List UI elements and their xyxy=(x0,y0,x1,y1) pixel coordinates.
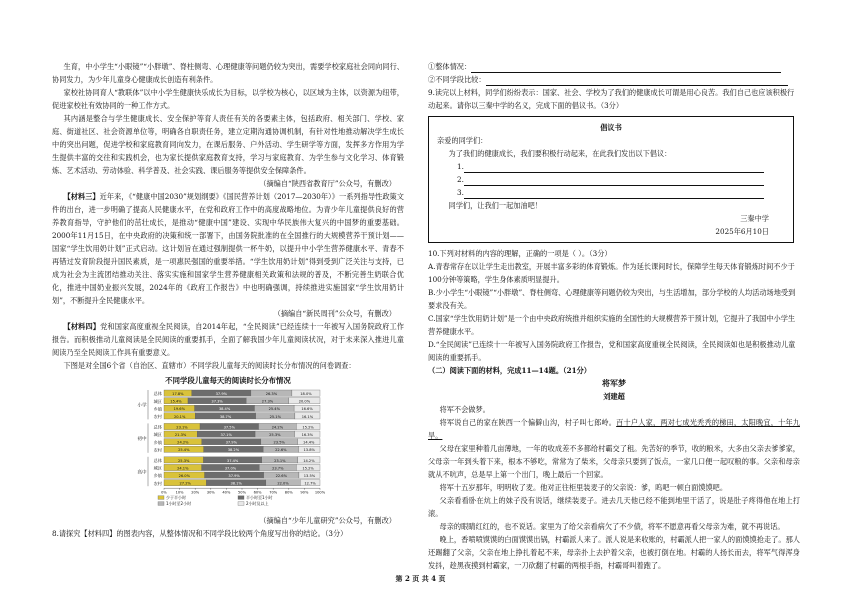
data-label: 37.5% xyxy=(223,425,235,430)
option-d: D.“全民阅读”已连续十一年被写入国务院政府工作报告，党和国家高度重视全民阅读，全民阅读如也是积极推动儿童阅读的重要抓手。 xyxy=(428,340,796,362)
option-a: A.青春常存在以让学生走出教室，开展丰富多彩的体育锻炼。作为延长课间时长，保障学生每天体育锻炼时间不少于100分钟等策略，学生身体素质明显提升。 xyxy=(428,262,795,284)
x-tick-label: 90% xyxy=(300,490,309,495)
row-label: 乡镇 xyxy=(153,473,162,479)
story-paragraph: 将军说自己的家在陕西一个偏僻山沟，村子叫七郎岭。百十户人家，两对七成光秃秃的梯田，太阳晚宜，十年九旱。 xyxy=(428,418,800,440)
group-label: 初中 xyxy=(137,437,147,443)
row-label: 总体 xyxy=(153,391,162,397)
material-four xyxy=(52,320,404,359)
data-label: 22.6% xyxy=(275,448,287,453)
letter-closing: 同学们，让我们一起加油吧！ xyxy=(448,201,542,210)
data-label: 20.0% xyxy=(298,399,311,404)
data-label: 13.8% xyxy=(303,448,315,453)
row-label: 城区 xyxy=(153,432,162,438)
chart-intro: 下图是对全国6个省（自治区、直辖市）不同学段儿童每天的阅读时长分布情况的问卷调查： xyxy=(63,361,356,370)
letter-date: 2025年6月10日 xyxy=(715,227,769,236)
paragraph: 生育，中小学生“小眼镜”“小胖墩”、脊柱侧弯、心理健康等问题仍较为突出，需要学校家庭社会同向同行、协同发力，为少年儿童身心健康成长创造有利条件。 xyxy=(52,62,404,84)
story-title: 将军梦 xyxy=(602,378,626,388)
data-label: 15.4% xyxy=(170,399,182,404)
data-label: 16.6% xyxy=(301,407,313,412)
data-label: 25.4% xyxy=(178,448,190,453)
legend-label: 2小时及以上 xyxy=(246,501,269,507)
data-label: 24.1% xyxy=(177,466,189,471)
page-footer: 第 2 页 共 4 页 xyxy=(395,574,446,583)
data-label: 18.0% xyxy=(300,392,312,396)
proposal-letter-box xyxy=(428,116,794,243)
legend-swatch xyxy=(158,502,164,506)
material-text: 近年来，《“健康中国2030”规划纲要》《国民营养计划（2017—2030年）》一系列指导性政策文件的出台，进一步明确了提高人民健康水平，在党和政府工作中的高度战略地位。为青少年儿童提供良好的营养教育指导，守护他们的茁壮成长，是推动“健康中国”建设、实现中华民族伟大复兴的中国梦的重要基础。2000年11月15日，在中央政府的决策和统一部署下，由国务院批准的在全国推行的大规模营养干预计划——国家“学生饮用奶计划”正式启动。这计划旨在通过强制提供一杯牛奶，以提升中小学生营养健康水平、青春不再错过发育阶段提升国民素质，是一项惠民强国的重要举措。“学生饮用奶计划”得到受到广泛关注与支持，已成为社会为主流团结推动关注、落实实施和国家学生营养健康相关政策和法规的普及，不断完善生奶联合优化，推进中国奶业振兴发展，2024年的《政府工作报告》中也明确强调，持续推进实施国家“学生饮用奶计划”，不断提升全民健康水平。 xyxy=(52,192,404,305)
data-label: 24.2% xyxy=(271,425,284,430)
story-paragraph: 母亲的眼睛红红的，也不说话。家里为了给父亲看病欠了不少债，将军不愿意再看父母亲为难，就不再说话。 xyxy=(439,522,785,531)
question-8: 8.请探究【材料四】的图表内容，从整体情况和不同学段比较两个角度写出你的结论。（3分） xyxy=(52,529,348,538)
data-label: 25.1% xyxy=(269,414,282,419)
row-label: 总体 xyxy=(153,424,162,430)
data-label: 25.3% xyxy=(269,433,281,437)
row-label: 乡镇 xyxy=(153,439,162,445)
data-label: 15.2% xyxy=(302,466,314,471)
row-label: 总体 xyxy=(153,458,162,463)
data-label: 19.6% xyxy=(173,407,185,412)
story-paragraph: 父母在家里种着几亩薄地，一年的收成差不多都给村霸交了租。先苦好的季节，收的粮米，大多由父亲去爹爹家，父母亲一年到头着下来，根本不够吃，常常为了柴米，父母亲只要到了饭点，一家几口便一起叹粮的事。父亲和母亲就从不吭声，总是早上第一个出门，晚上最后一个回家。 xyxy=(428,444,800,479)
data-label: 23.7% xyxy=(272,466,284,471)
group-label: 小学 xyxy=(137,403,147,409)
section-heading: （二）阅读下面的材料，完成11—14题。（21分） xyxy=(428,366,591,375)
reading-time-chart xyxy=(128,388,328,514)
group-label: 高中 xyxy=(137,470,147,476)
data-label: 26.0% xyxy=(178,474,190,478)
data-label: 17.8% xyxy=(172,392,184,396)
data-label: 37.1% xyxy=(220,433,232,437)
answer-line-stage: ②不同学段比较： xyxy=(428,73,800,86)
legend-label: 少于半小时 xyxy=(166,495,186,501)
question-10: 10.下列对材料的内容的理解，正确的一项是（ ）。（3分） xyxy=(428,249,612,258)
data-label: 22.0% xyxy=(277,481,289,486)
row-label: 乡镇 xyxy=(153,406,162,412)
x-tick-label: 20% xyxy=(191,490,200,495)
proposal-line-3: 3. xyxy=(457,186,785,199)
data-label: 37.4% xyxy=(226,458,239,463)
data-label: 16.3% xyxy=(301,433,313,437)
data-label: 37.9% xyxy=(225,440,238,445)
data-label: 37.3% xyxy=(211,399,223,404)
data-label: 12.7% xyxy=(304,481,316,486)
row-label: 城区 xyxy=(153,465,162,471)
data-label: 23.1% xyxy=(274,458,286,463)
data-label: 14.4% xyxy=(303,440,315,445)
letter-title: 倡议书 xyxy=(600,123,622,132)
data-label: 25.3% xyxy=(178,458,190,463)
data-label: 23.5% xyxy=(273,440,285,445)
question-9: 9.读完以上材料，同学们纷纷表示：国家、社会、学校为了我们的健康成长可谓是用心良苦。我们自己也应该积极行动起来。请你以三秦中学的名义，完成下面的倡议书。（3分） xyxy=(428,88,795,110)
chart-title: 不同学段儿童每天的阅读时长分布情况 xyxy=(165,376,291,385)
x-tick-label: 50% xyxy=(238,490,246,495)
legend-swatch xyxy=(158,496,164,500)
data-label: 37.0% xyxy=(224,466,237,471)
data-label: 38.4% xyxy=(218,407,231,412)
row-label: 城区 xyxy=(153,398,162,404)
data-label: 38.1% xyxy=(230,481,242,486)
data-label: 25.4% xyxy=(268,407,281,412)
proposal-line-2: 2. xyxy=(457,173,785,186)
legend-label: 1小时至2小时 xyxy=(166,501,192,507)
material-label: 【材料三】 xyxy=(63,192,100,201)
data-label: 27.3% xyxy=(261,399,274,404)
legend-label: 半小时至1小时 xyxy=(246,495,273,501)
row-label: 农村 xyxy=(153,480,162,486)
data-label: 15.2% xyxy=(302,425,314,430)
story-author: 刘建超 xyxy=(603,392,625,401)
material-label: 【材料四】 xyxy=(63,322,101,331)
source-note: （摘编自“陕西省教育厅”公众号，有删改） xyxy=(259,179,396,188)
row-label: 农村 xyxy=(153,414,162,419)
source-note: （摘编自“新民周刊”公众号，有删改） xyxy=(273,309,396,318)
data-label: 38.7% xyxy=(219,414,232,419)
x-tick-label: 100% xyxy=(314,490,326,495)
data-label: 37.9% xyxy=(228,474,240,478)
data-label: 38.2% xyxy=(227,448,240,453)
x-tick-label: 60% xyxy=(253,490,262,495)
paragraph: 其内涵是整合与学生健康成长、安全保护等育人责任有关的各要素主体，包括政府、相关部门、学校、家庭、街道社区、社会资源单位等，明确各自职责任务，建立定期沟通协调机制，有针对性地推动解决学生成长中的突出问题，促进学校和家庭教育同向发力，在课后服务、户外活动、学生研学等方面，发挥多方作用为学生提供丰富的交往和实践机会，也为家长提供家庭教育支持，学习与家庭教育、为学生参与文化学习、体育锻炼、艺术活动、劳动体验、科学普及、社会实践、课后服务等提供安全保障条件。 xyxy=(52,114,404,175)
x-tick-label: 80% xyxy=(284,490,293,495)
story-paragraph: 父亲看看卧在炕上的妹子没有说话，继续装麦子。进去几天他已经不能到地里干活了，说是肚子疼得他在地上打滚。 xyxy=(428,496,800,518)
letter-school: 三秦中学 xyxy=(740,214,769,223)
option-b: B.少小学生“小眼镜”“小胖墩”、脊柱侧弯、心理健康等问题仍较为突出，与生活增加，部分学校的人均活动场地受到要求没有关。 xyxy=(428,288,796,310)
x-tick-label: 30% xyxy=(206,490,215,495)
x-tick-label: 70% xyxy=(269,490,278,495)
answer-line-overall: ①整体情况： xyxy=(428,60,800,73)
data-label: 21.3% xyxy=(174,433,187,437)
x-tick-label: 10% xyxy=(175,490,184,495)
data-label: 26.3% xyxy=(265,392,278,396)
data-label: 14.2% xyxy=(303,458,315,463)
story-paragraph: 将军不会做梦。 xyxy=(439,405,490,414)
left-column xyxy=(52,60,404,540)
letter-body: 为了我们的健康成长，我们要积极行动起来，在此我们发出以下倡议： xyxy=(448,149,672,158)
data-label: 23.1% xyxy=(176,425,188,430)
data-label: 24.2% xyxy=(177,440,189,445)
right-column xyxy=(428,60,800,572)
data-label: 20.1% xyxy=(173,414,186,419)
underlined-sentence: 百十户人家，两对七成光秃秃的梯田，太阳晚宜，十年九旱。 xyxy=(428,418,800,440)
source-note: （摘编自“少年儿童研究”公众号，有删改） xyxy=(259,516,396,525)
row-label: 农村 xyxy=(153,447,162,453)
data-label: 37.9% xyxy=(215,392,228,396)
letter-greeting: 亲爱的同学们： xyxy=(437,136,488,145)
legend-swatch xyxy=(238,496,244,500)
story-paragraph: 将军十五岁那年，明明收了麦。他对正往柜里装麦子的父亲说：爹，呜吧一顿白面馍馍吧。 xyxy=(439,483,728,492)
paragraph: 家校社协同育人“教联体”以中小学生健康快乐成长为目标，以学校为核心，以区域为主体，以资源为纽带，促进家校社有效协同的一种工作方式。 xyxy=(52,88,404,110)
story-paragraph: 晚上，香喷喷馍馍的白面馍馍出锅，村霸派人来了。派人说是来收账的，村霸派人把一家人的面馍馍抢走了。那人还踢翻了父亲，父亲在地上挣扎着起不来，母亲扑上去护着父亲，也被打倒在地。村霸的人扬长而去，将军气得浑身发抖，趁黑夜摸到村霸家，一刀砍翻了村霸的两根手指，村霸哥叫着跑了。 xyxy=(428,535,800,570)
option-c: C.国家“学生饮用奶计划”是一个由中央政府统推并组织实施的全国性的大规模营养干预计划，它提升了我国中小学生营养健康水平。 xyxy=(428,314,796,336)
data-label: 27.2% xyxy=(179,481,191,486)
proposal-line-1: 1. xyxy=(457,160,785,173)
data-label: 22.6% xyxy=(275,474,288,478)
data-label: 13.5% xyxy=(303,474,316,478)
x-tick-label: 40% xyxy=(222,490,231,495)
x-tick-label: 0% xyxy=(161,490,167,495)
material-three xyxy=(52,190,404,307)
material-text: 党和国家高度重视全民阅读，自2014年起，“全民阅读”已经连续十一年被写入国务院政府工作报告。而积极推动儿童阅读是全民阅读的重要抓手，全面了解我国少年儿童阅读状况，对于未来深入推进儿童阅读乃至全民阅读工作具有重要意义。 xyxy=(52,322,404,357)
legend-swatch xyxy=(238,502,244,506)
data-label: 16.1% xyxy=(301,414,314,419)
